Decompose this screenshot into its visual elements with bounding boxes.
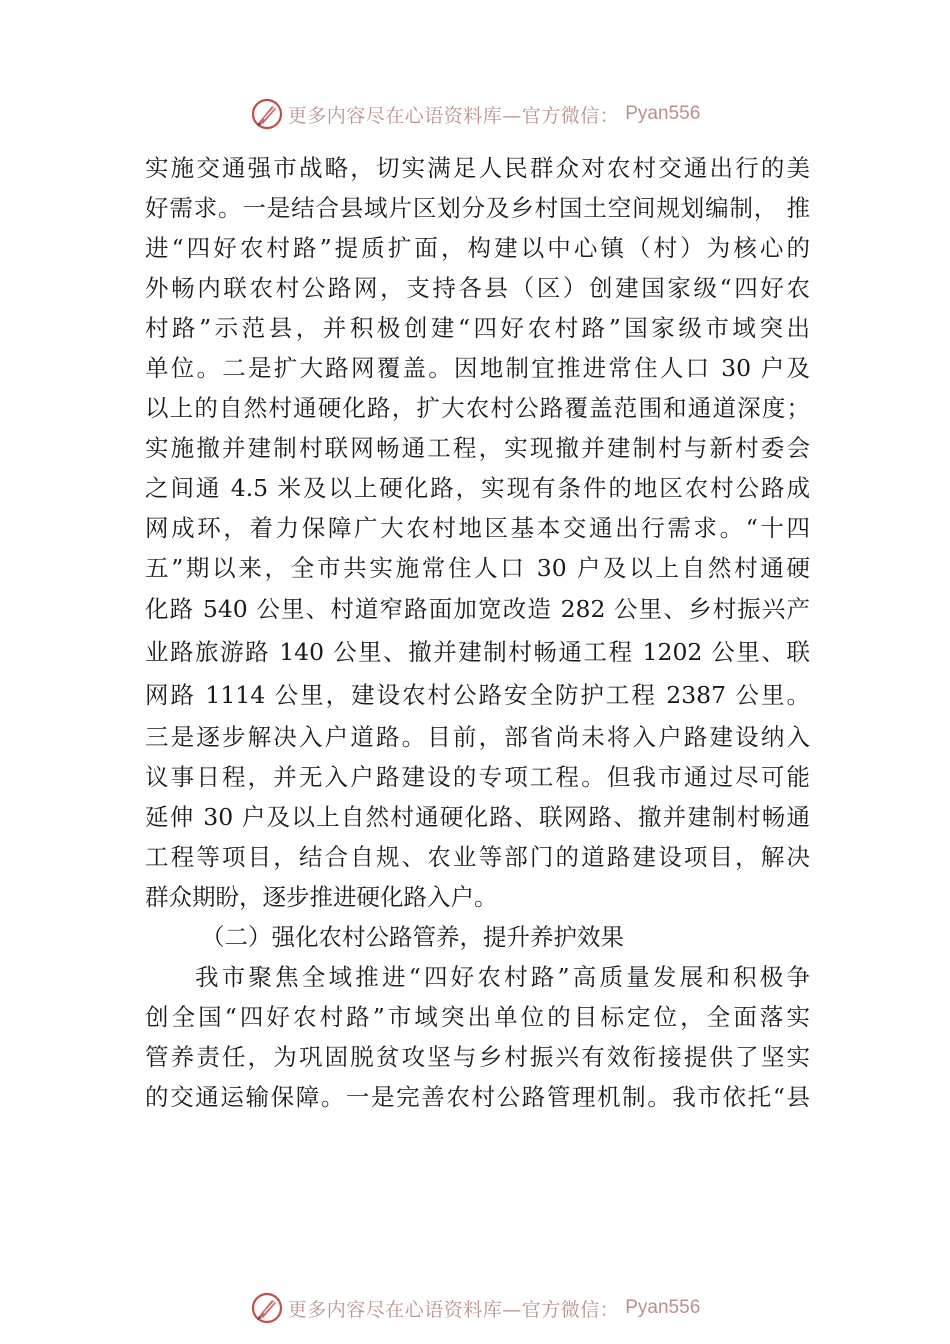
document-body	[145, 148, 810, 1117]
body-line: 村路”示范县，并积极创建“四好农村路”国家级市域突出	[145, 314, 810, 342]
body-line: 五”期以来，全市共实施常住人口 30 户及以上自然村通硬	[145, 554, 810, 582]
body-line: 网成环，着力保障广大农村地区基本交通出行需求。“十四	[145, 514, 810, 542]
body-line: 外畅内联农村公路网，支持各县（区）创建国家级“四好农	[145, 274, 810, 302]
footer-watermark	[0, 1288, 950, 1328]
body-line: 实施撤并建制村联网畅通工程，实现撤并建制村与新村委会	[145, 434, 810, 462]
watermark-text: 更多内容尽在心语资料库—官方微信：	[287, 1298, 620, 1321]
section-heading: （二）强化农村公路管养，提升养护效果	[201, 923, 624, 951]
body-line: 议事日程，并无入户路建设的专项工程。但我市通过尽可能	[145, 763, 810, 791]
section-line: 管养责任，为巩固脱贫攻坚与乡村振兴有效衔接提供了坚实	[145, 1043, 810, 1071]
body-line: 进“四好农村路”提质扩面，构建以中心镇（村）为核心的	[145, 234, 810, 262]
header-watermark	[0, 94, 950, 134]
section-line: 创全国“四好农村路”市域突出单位的目标定位，全面落实	[145, 1003, 810, 1031]
body-line: 好需求。一是结合县域片区划分及乡村国土空间规划编制， 推	[145, 194, 810, 222]
section-line: 的交通运输保障。一是完善农村公路管理机制。我市依托“县	[145, 1083, 810, 1111]
body-line: 网路 1114 公里，建设农村公路安全防护工程 2387 公里。	[145, 681, 810, 709]
body-line: 化路 540 公里、村道窄路面加宽改造 282 公里、乡村振兴产	[145, 595, 810, 623]
body-line: 延伸 30 户及以上自然村通硬化路、联网路、撤并建制村畅通	[145, 803, 810, 831]
body-line: 实施交通强市战略，切实满足人民群众对农村交通出行的美	[145, 154, 810, 182]
body-line: 以上的自然村通硬化路，扩大农村公路覆盖范围和通道深度；	[145, 394, 810, 422]
watermark-handle: Pyan556	[625, 103, 701, 124]
watermark-text: 更多内容尽在心语资料库—官方微信：	[287, 104, 620, 127]
body-line: 之间通 4.5 米及以上硬化路，实现有条件的地区农村公路成	[145, 474, 810, 502]
body-line: 单位。二是扩大路网覆盖。因地制宜推进常住人口 30 户及	[145, 354, 810, 382]
quill-pen-logo-icon	[250, 97, 284, 131]
body-line: 工程等项目，结合自规、农业等部门的道路建设项目，解决	[145, 843, 810, 871]
body-line: 三是逐步解决入户道路。目前，部省尚未将入户路建设纳入	[145, 723, 810, 751]
section-line: 我市聚焦全域推进“四好农村路”高质量发展和积极争	[195, 963, 810, 991]
watermark-handle: Pyan556	[625, 1297, 701, 1318]
body-line: 群众期盼，逐步推进硬化路入户。	[145, 883, 498, 911]
body-line: 业路旅游路 140 公里、撤并建制村畅通工程 1202 公里、联	[145, 638, 810, 666]
quill-pen-logo-icon	[250, 1291, 284, 1325]
